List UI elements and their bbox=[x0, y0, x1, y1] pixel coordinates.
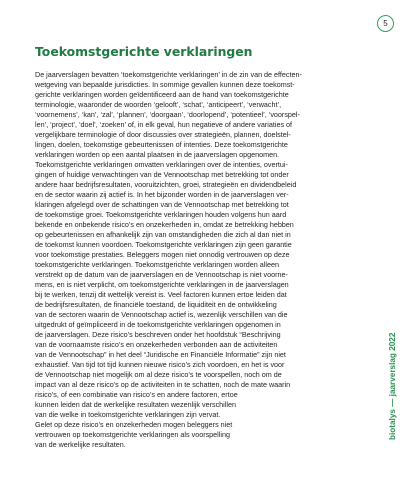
paragraph-line: de bedrijfsresultaten, de financiële toestand, de liquiditeit en de ontwikkeling bbox=[35, 300, 277, 309]
paragraph-line: len’, ‘project’, ‘doel’, ‘zoeken’ of, in elk geval, hun negatieve of andere variaties of bbox=[35, 120, 293, 129]
paragraph-line: de toekomstige groei. Toekomstgerichte verklaringen houden volgens hun aard bbox=[35, 210, 287, 219]
paragraph-line: Toekomstgerichte verklaringen omvatten verklaringen over de intenties, overtui- bbox=[35, 160, 288, 169]
paragraph-line: toekomstgerichte verklaringen. Toekomstgerichte verklaringen worden alleen bbox=[35, 260, 279, 269]
body-paragraph bbox=[35, 70, 371, 450]
paragraph-line: van de Vennootschap” in het deel “Juridische en Financiële Informatie” zijn niet bbox=[35, 350, 286, 359]
paragraph-line: en de sector waarin zij actief is. In het bijzonder worden in de jaarverslagen ver- bbox=[35, 190, 289, 199]
page-number: 5 bbox=[383, 19, 388, 28]
paragraph-line: mens, en is niet verplicht, om toekomstgerichte verklaringen in de jaarverslagen bbox=[35, 280, 289, 289]
paragraph-line: ‘voornemens’, ‘kan’, ‘zal’, ‘plannen’, ‘doorgaan’, ‘doorlopend’, ‘potentieel’, ‘voorspel- bbox=[35, 110, 300, 119]
paragraph-line: lingen, doelen, toekomstige gebeurtenissen of intenties. Deze toekomstgerichte bbox=[35, 140, 288, 149]
paragraph-line: kunnen leiden dat de werkelijke resultaten wezenlijk verschillen bbox=[35, 400, 236, 409]
paragraph-line: van de werkelijke resultaten. bbox=[35, 440, 126, 449]
paragraph-line: terminologie, waaronder de woorden ‘gelooft’, ‘schat’, ‘anticipeert’, ‘verwacht’, bbox=[35, 100, 282, 109]
paragraph-line: andere haar bedrijfsresultaten, vooruitzichten, groei, strategieën en dividendbeleid bbox=[35, 180, 297, 189]
paragraph-line: risico’s, of een combinatie van risico’s en andere factoren, ertoe bbox=[35, 390, 238, 399]
paragraph-line: impact van al deze risico’s op de activiteiten in te schatten, noch de mate waarin bbox=[35, 380, 291, 389]
paragraph-line: verstrekt op de datum van de jaarverslagen en de Vennootschap is niet voorne- bbox=[35, 270, 288, 279]
paragraph-line: de jaarverslagen. Deze risico’s beschreven onder het hoofdstuk “Beschrijving bbox=[35, 330, 281, 339]
paragraph-line: vergelijkbare terminologie of door discussies over strategieën, plannen, doelstel- bbox=[35, 130, 291, 139]
paragraph-line: uitgedrukt of geïmpliceerd in de toekomstgerichte verklaringen opgenomen in bbox=[35, 320, 281, 329]
paragraph-line: bekende en onbekende risico’s en onzekerheden in, omdat ze betrekking hebben bbox=[35, 220, 294, 229]
paragraph-line: exhaustief. Van tijd tot tijd kunnen nieuwe risico’s zich voordoen, en het is voor bbox=[35, 360, 285, 369]
side-running-title: biotalys — jaarverslag 2022 bbox=[388, 332, 397, 440]
paragraph-line: verklaringen worden op een aantal plaatsen in de jaarverslagen opgenomen. bbox=[35, 150, 280, 159]
page-number-badge bbox=[377, 15, 394, 32]
paragraph-line: op gebeurtenissen en afhankelijk zijn van omstandigheden die zich al dan niet in bbox=[35, 230, 291, 239]
paragraph-line: bij te werken, tenzij dit wettelijk vereist is. Veel factoren kunnen ertoe leiden dat bbox=[35, 290, 287, 299]
paragraph-line: gerichte verklaringen worden geïdentificeerd aan de hand van toekomstgerichte bbox=[35, 90, 289, 99]
paragraph-line: voor toekomstige prestaties. Beleggers mogen niet onnodig vertrouwen op deze bbox=[35, 250, 290, 259]
paragraph-line: De jaarverslagen bevatten ‘toekomstgerichte verklaringen’ in de zin van de effecten- bbox=[35, 70, 302, 79]
section-heading: Toekomstgerichte verklaringen bbox=[35, 44, 253, 59]
paragraph-line: klaringen afgelegd over de schattingen van de Vennootschap met betrekking tot bbox=[35, 200, 289, 209]
paragraph-line: Gelet op deze risico’s en onzekerheden mogen beleggers niet bbox=[35, 420, 233, 429]
paragraph-line: gingen of huidige verwachtingen van de Vennootschap met betrekking tot onder bbox=[35, 170, 289, 179]
paragraph-line: van de sectoren waarin de Vennootschap actief is, wezenlijk verschillen van die bbox=[35, 310, 288, 319]
paragraph-line: de Vennootschap niet mogelijk om al deze risico’s te voorspellen, noch om de bbox=[35, 370, 282, 379]
paragraph-line: vertrouwen op toekomstgerichte verklaringen als voorspelling bbox=[35, 430, 230, 439]
paragraph-line: van die welke in toekomstgerichte verklaringen zijn vervat. bbox=[35, 410, 221, 419]
paragraph-line: van de voornaamste risico’s en onzekerheden verbonden aan de activiteiten bbox=[35, 340, 278, 349]
paragraph-line: wetgeving van bepaalde jurisdicties. In sommige gevallen kunnen deze toekomst- bbox=[35, 80, 295, 89]
paragraph-line: de toekomst kunnen voordoen. Toekomstgerichte verklaringen zijn geen garantie bbox=[35, 240, 292, 249]
